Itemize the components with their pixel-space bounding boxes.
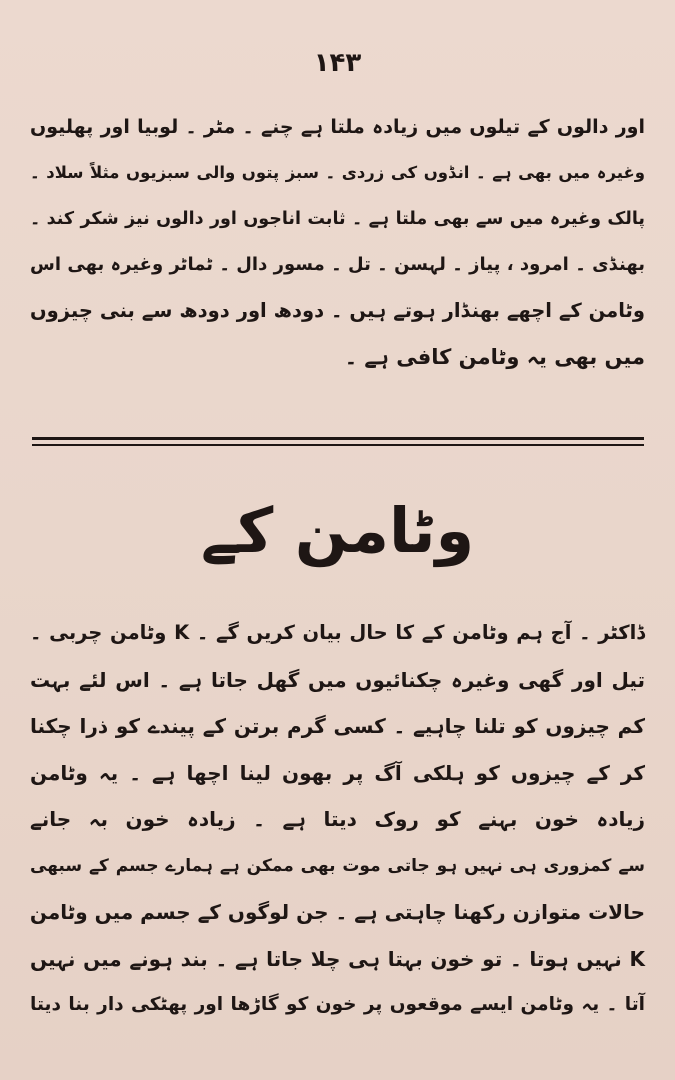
text-line: میں بھی یہ وٹامن کافی ہے ۔	[344, 345, 645, 369]
text-line: اور دالوں کے تیلوں میں زیادہ ملتا ہے چنے ۔ مٹر ۔ لوبیا اور پھلیوں	[30, 116, 645, 138]
text-line: آتا ۔ یہ وٹامن ایسے موقعوں پر خون کو گاڑھا اور پھٹکی دار بنا دیتا	[30, 994, 645, 1015]
text-line: تیل اور گھی وغیرہ چکنائیوں میں گھل جاتا ہے ۔ اس لئے بہت	[30, 667, 645, 692]
text-line: وغیرہ میں بھی ہے ۔ انڈوں کی زردی ۔ سبز پتوں والی سبزیوں مثلاً سلاد ۔	[30, 163, 645, 182]
text-line: حالات متوازن رکھنا چاہتی ہے ۔ جن لوگوں کے جسم میں وٹامن	[29, 900, 645, 924]
divider-rule	[32, 444, 644, 446]
text-line: وٹامن کے اچھے بھنڈار ہوتے ہیں ۔ دودھ اور دودھ سے بنی چیزوں	[30, 299, 645, 322]
text-line: ڈاکٹر ۔ آج ہم وٹامن کے کا حال بیان کریں گے ۔ K وٹامن چربی ۔	[30, 621, 645, 644]
section-heading: وٹامن کے	[200, 494, 475, 567]
text-line: کر کے چیزوں کو ہلکی آگ پر بھون لینا اچھا ہے ۔ یہ وٹامن	[30, 760, 645, 785]
text-line: کم چیزوں کو تلنا چاہیے ۔ کسی گرم برتن کے پیندے کو ذرا چکنا	[30, 714, 645, 738]
paragraph-top	[30, 104, 645, 380]
text-line: سے کمزوری ہی نہیں ہو جاتی موت بھی ممکن ہے ہمارے جسم کے سبھی	[30, 855, 645, 876]
text-line: زیادہ خون بہنے کو روک دیتا ہے ۔ زیادہ خون بہ جانے	[30, 807, 645, 831]
page-number: ۱۴۳	[313, 48, 362, 78]
text-line: پالک وغیرہ میں سے بھی ملتا ہے ۔ ثابت اناجوں اور دالوں نیز شکر کند ۔	[30, 209, 645, 229]
text-line: بھنڈی ۔ امرود ، پیاز ۔ لہسن ۔ تل ۔ مسور دال ۔ ٹماٹر وغیرہ بھی اس	[30, 254, 645, 275]
divider-rule	[32, 437, 644, 440]
text-line: K نہیں ہوتا ۔ تو خون بہتا ہی چلا جاتا ہے ۔ بند ہونے میں نہیں	[30, 946, 645, 971]
paragraph-body	[30, 610, 645, 1029]
